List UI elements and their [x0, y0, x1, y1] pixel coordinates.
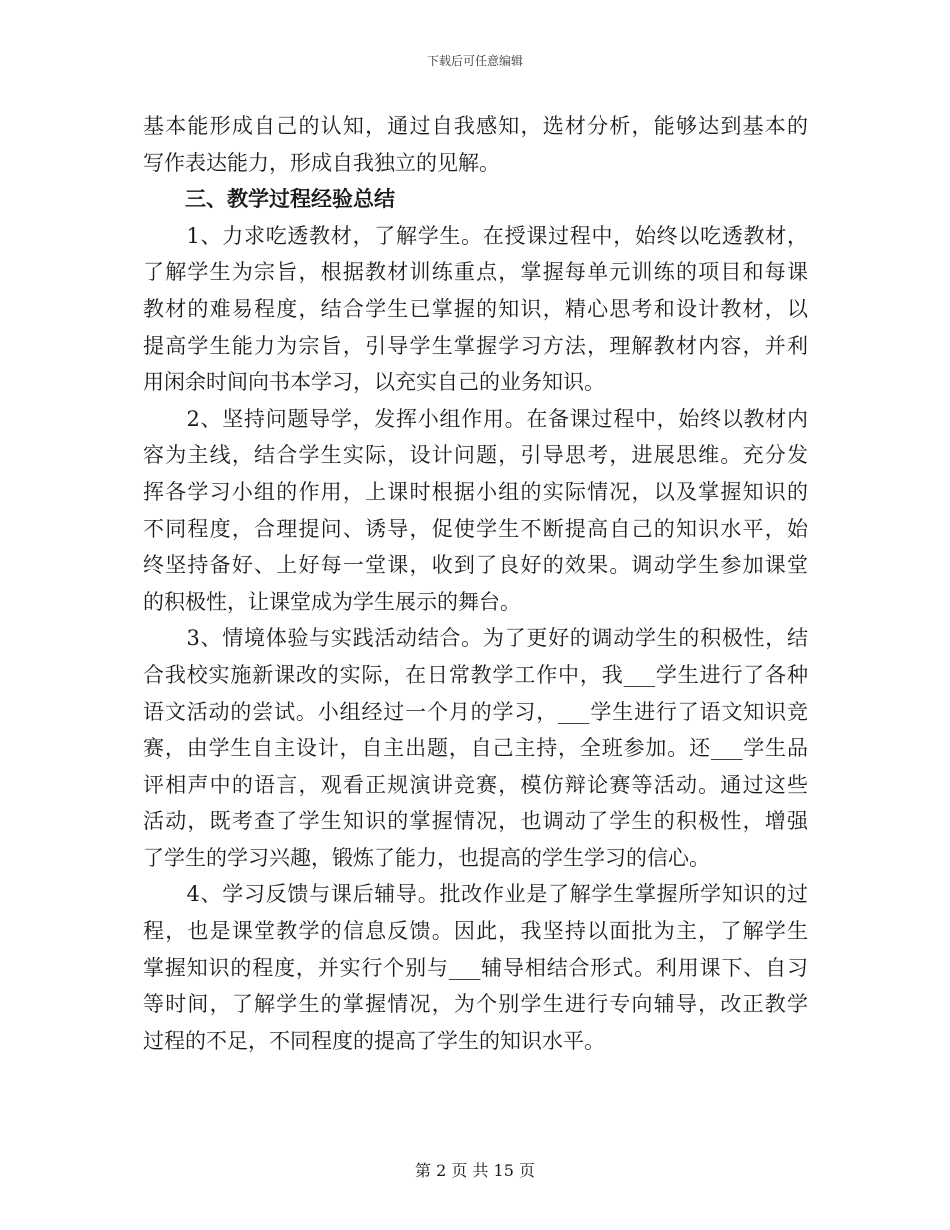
- document-body: [143, 108, 808, 1059]
- body-line: 过程的不足，不同程度的提高了学生的知识水平。: [143, 1028, 605, 1053]
- body-line: 终坚持备好、上好每一堂课，收到了良好的效果。调动学生参加课堂: [143, 553, 808, 578]
- body-line: 基本能形成自己的认知，通过自我感知，选材分析，能够达到基本的: [143, 114, 808, 138]
- body-line: 4、学习反馈与课后辅导。批改作业是了解学生掌握所学知识的过: [143, 882, 808, 907]
- page-footer: 第 2 页 共 15 页: [415, 1161, 535, 1180]
- body-line: 挥各学习小组的作用，上课时根据小组的实际情况，以及掌握知识的: [143, 479, 808, 504]
- body-line: 了学生的学习兴趣，锻炼了能力，也提高的学生学习的信心。: [143, 845, 710, 870]
- section-heading: 三、教学过程经验总结: [185, 186, 395, 212]
- body-line: 写作表达能力，形成自我独立的见解。: [143, 150, 500, 175]
- body-line: 不同程度，合理提问、诱导，促使学生不断提高自己的知识水平，始: [143, 516, 808, 541]
- body-line: 的积极性，让课堂成为学生展示的舞台。: [143, 589, 521, 614]
- body-line: 3、情境体验与实践活动结合。为了更好的调动学生的积极性，结: [143, 626, 808, 651]
- body-line: 掌握知识的程度，并实行个别与___辅导相结合形式。利用课下、自习: [143, 955, 808, 980]
- body-line: 程，也是课堂教学的信息反馈。因此，我坚持以面批为主，了解学生: [143, 919, 808, 944]
- body-line: 评相声中的语言，观看正规演讲竞赛，模仿辩论赛等活动。通过这些: [143, 772, 808, 797]
- body-line: 活动，既考查了学生知识的掌握情况，也调动了学生的积极性，增强: [143, 809, 808, 834]
- body-line: 了解学生为宗旨，根据教材训练重点，掌握每单元训练的项目和每课: [143, 260, 808, 285]
- body-line: 2、坚持问题导学，发挥小组作用。在备课过程中，始终以教材内: [143, 406, 808, 431]
- body-line: 教材的难易程度，结合学生已掌握的知识，精心思考和设计教材，以: [143, 296, 808, 321]
- body-line: 提高学生能力为宗旨，引导学生掌握学习方法，理解教材内容，并利: [143, 333, 808, 358]
- body-line: 1、力求吃透教材，了解学生。在授课过程中，始终以吃透教材，: [143, 223, 808, 248]
- body-line: 等时间，了解学生的掌握情况，为个别学生进行专向辅导，改正教学: [143, 992, 808, 1017]
- body-line: 语文活动的尝试。小组经过一个月的学习，___学生进行了语文知识竞: [143, 699, 808, 724]
- body-line: 赛，由学生自主设计，自主出题，自己主持，全班参加。还___学生品: [143, 736, 808, 761]
- body-line: 合我校实施新课改的实际，在日常教学工作中，我___学生进行了各种: [143, 662, 808, 687]
- body-line: 容为主线，结合学生实际，设计问题，引导思考，进展思维。充分发: [143, 443, 808, 468]
- body-line: 用闲余时间向书本学习，以充实自己的业务知识。: [143, 370, 605, 395]
- page-header: 下载后可任意编辑: [426, 54, 523, 68]
